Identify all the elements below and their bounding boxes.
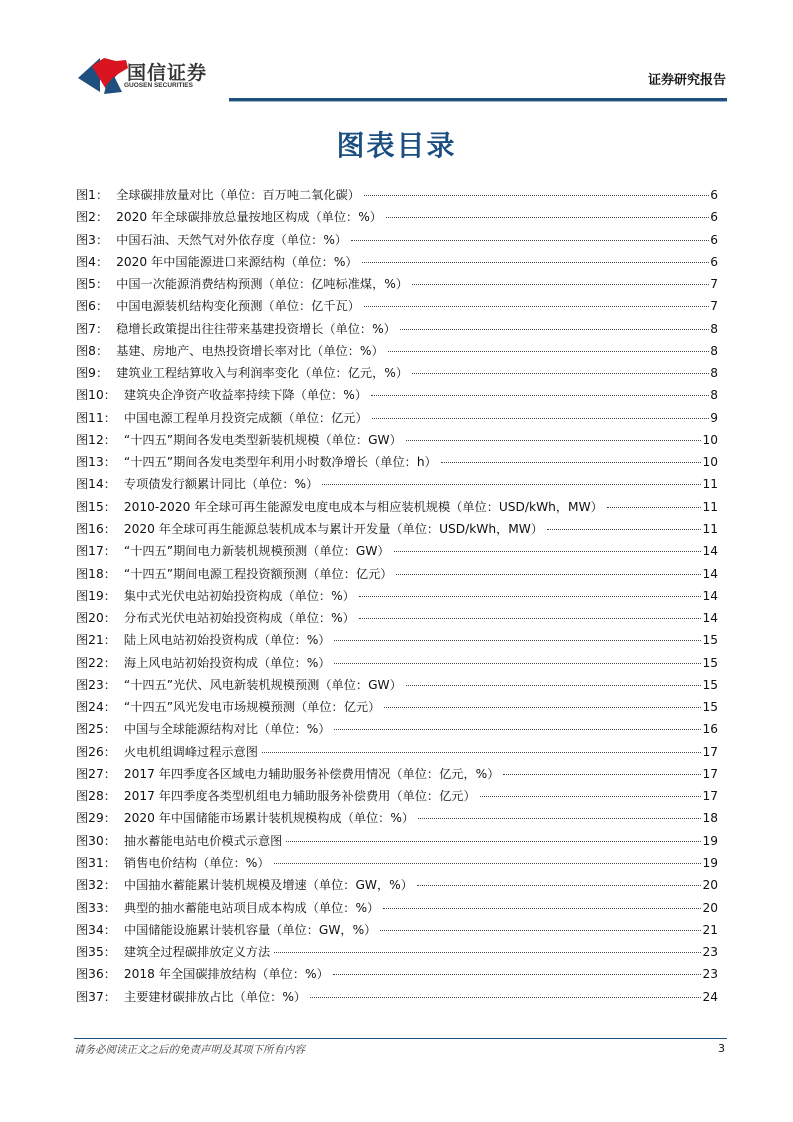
dot-leader	[417, 885, 702, 886]
figure-page-number: 7	[710, 277, 718, 292]
figure-title: 典型的抽水蓄能电站项目成本构成（单位：%）	[123, 900, 380, 915]
figure-title: “十四五”期间电力新装机规模预测（单位：GW）	[123, 544, 390, 559]
toc-entry[interactable]	[76, 787, 718, 809]
figure-title: 海上风电站初始投资构成（单位：%）	[123, 655, 331, 670]
figure-title: 全球碳排放量对比（单位：百万吨二氧化碳）	[116, 188, 360, 202]
figure-page-number: 10	[702, 432, 718, 447]
dot-leader	[333, 974, 702, 975]
toc-entry[interactable]	[76, 876, 718, 898]
toc-entry[interactable]	[76, 988, 718, 1010]
figure-number: 图22：	[76, 655, 116, 670]
figure-title: 2017 年四季度各区域电力辅助服务补偿费用情况（单位：亿元，%）	[123, 766, 500, 781]
figure-number: 图13：	[76, 455, 116, 470]
toc-entry[interactable]	[76, 809, 718, 831]
figure-title: 抽水蓄能电站电价模式示意图	[123, 833, 283, 848]
toc-entry[interactable]	[76, 297, 718, 319]
dot-leader	[351, 240, 709, 241]
toc-entry[interactable]	[76, 186, 718, 208]
figure-page-number: 10	[702, 455, 718, 470]
figure-number: 图20：	[76, 611, 116, 626]
figure-table-of-contents	[76, 186, 718, 1010]
figure-number: 图24：	[76, 700, 116, 715]
page-number: 3	[718, 1042, 725, 1055]
dot-leader	[503, 774, 701, 775]
figure-title: 2010-2020 年全球可再生能源发电度电成本与相应装机规模（单位：USD/kWh，MW）	[123, 499, 603, 514]
toc-entry[interactable]	[76, 208, 718, 230]
dot-leader	[412, 284, 709, 285]
figure-title: 稳增长政策提出往往带来基建投资增长（单位：%）	[116, 321, 396, 336]
dot-leader	[322, 484, 701, 485]
toc-entry[interactable]	[76, 943, 718, 965]
dot-leader	[400, 329, 709, 330]
figure-number: 图12：	[76, 432, 116, 447]
figure-number: 图30：	[76, 833, 116, 848]
figure-title: “十四五”光伏、风电新装机规模预测（单位：GW）	[123, 677, 402, 692]
dot-leader	[386, 217, 709, 218]
figure-number: 图1：	[76, 188, 109, 202]
figure-number: 图17：	[76, 544, 116, 559]
figure-page-number: 14	[702, 566, 718, 581]
toc-entry[interactable]	[76, 409, 718, 431]
figure-page-number: 8	[710, 388, 718, 403]
toc-entry[interactable]	[76, 676, 718, 698]
dot-leader	[334, 729, 701, 730]
dot-leader	[607, 507, 702, 508]
toc-entry[interactable]	[76, 498, 718, 520]
figure-page-number: 14	[702, 544, 718, 559]
toc-entry[interactable]	[76, 364, 718, 386]
figure-title: 分布式光伏电站初始投资构成（单位：%）	[123, 611, 355, 626]
figure-title: 2018 年全国碳排放结构（单位：%）	[123, 967, 329, 982]
figure-page-number: 17	[702, 789, 718, 804]
figure-page-number: 17	[702, 766, 718, 781]
figure-page-number: 17	[702, 744, 718, 759]
dot-leader	[364, 306, 709, 307]
footer-divider	[74, 1038, 727, 1039]
figure-title: 2020 年中国储能市场累计装机规模构成（单位：%）	[123, 811, 415, 826]
figure-number: 图5：	[76, 277, 109, 292]
dot-leader	[262, 752, 702, 753]
figure-number: 图2：	[76, 210, 109, 225]
dot-leader	[274, 952, 701, 953]
dot-leader	[480, 796, 702, 797]
figure-page-number: 8	[710, 321, 718, 336]
figure-number: 图19：	[76, 588, 116, 603]
report-type-label: 证券研究报告	[647, 73, 726, 88]
toc-entry[interactable]	[76, 253, 718, 275]
figure-title: 中国抽水蓄能累计装机规模及增速（单位：GW，%）	[123, 878, 413, 893]
page-title: 图表目录	[336, 129, 457, 162]
toc-entry[interactable]	[76, 965, 718, 987]
figure-title: 2020 年全球碳排放总量按地区构成（单位：%）	[116, 210, 382, 225]
dot-leader	[383, 908, 701, 909]
figure-page-number: 15	[702, 633, 718, 648]
toc-entry[interactable]	[76, 854, 718, 876]
figure-page-number: 23	[702, 945, 718, 960]
footer-disclaimer: 请务必阅读正文之后的免责声明及其项下所有内容	[74, 1044, 305, 1056]
figure-title: “十四五”风光发电市场规模预测（单位：亿元）	[123, 700, 381, 715]
figure-title: “十四五”期间各发电类型新装机规模（单位：GW）	[123, 432, 402, 447]
figure-title: 销售电价结构（单位：%）	[123, 855, 270, 870]
dot-leader	[372, 418, 710, 419]
figure-number: 图36：	[76, 967, 116, 982]
figure-page-number: 15	[702, 700, 718, 715]
figure-title: 中国一次能源消费结构预测（单位：亿吨标准煤，%）	[116, 277, 409, 292]
figure-title: 专项债发行额累计同比（单位：%）	[123, 477, 319, 492]
figure-title: 中国石油、天然气对外依存度（单位：%）	[116, 232, 348, 247]
figure-page-number: 6	[710, 232, 718, 247]
figure-number: 图16：	[76, 521, 116, 536]
dot-leader	[396, 574, 701, 575]
dot-leader	[362, 262, 710, 263]
figure-page-number: 19	[702, 855, 718, 870]
figure-page-number: 19	[702, 833, 718, 848]
toc-entry[interactable]	[76, 475, 718, 497]
toc-entry[interactable]	[76, 565, 718, 587]
dot-leader	[418, 818, 701, 819]
figure-number: 图37：	[76, 989, 116, 1004]
figure-number: 图35：	[76, 945, 116, 960]
figure-number: 图11：	[76, 410, 116, 425]
figure-number: 图10：	[76, 388, 116, 403]
dot-leader	[334, 663, 701, 664]
dot-leader	[412, 373, 709, 374]
figure-page-number: 14	[702, 611, 718, 626]
figure-page-number: 24	[702, 989, 718, 1004]
figure-page-number: 21	[702, 922, 718, 937]
figure-number: 图6：	[76, 299, 109, 314]
figure-number: 图3：	[76, 232, 109, 247]
figure-title: 陆上风电站初始投资构成（单位：%）	[123, 633, 331, 648]
figure-title: 集中式光伏电站初始投资构成（单位：%）	[123, 588, 355, 603]
toc-entry[interactable]	[76, 899, 718, 921]
figure-page-number: 6	[710, 210, 718, 225]
figure-page-number: 20	[702, 878, 718, 893]
figure-page-number: 6	[710, 188, 718, 202]
figure-title: 建筑央企净资产收益率持续下降（单位：%）	[123, 388, 368, 403]
figure-page-number: 11	[702, 499, 718, 514]
figure-page-number: 20	[702, 900, 718, 915]
figure-title: 中国电源装机结构变化预测（单位：亿千瓦）	[116, 299, 360, 314]
toc-entry[interactable]	[76, 698, 718, 720]
figure-number: 图21：	[76, 633, 116, 648]
figure-number: 图32：	[76, 878, 116, 893]
figure-page-number: 11	[702, 521, 718, 536]
figure-number: 图14：	[76, 477, 116, 492]
figure-page-number: 18	[702, 811, 718, 826]
figure-number: 图23：	[76, 677, 116, 692]
figure-title: 中国储能设施累计装机容量（单位：GW，%）	[123, 922, 377, 937]
logo-english-name: GUOSEN SECURITIES	[124, 82, 193, 89]
toc-entry[interactable]	[76, 921, 718, 943]
toc-entry[interactable]	[76, 431, 718, 453]
dot-leader	[388, 351, 710, 352]
figure-number: 图4：	[76, 254, 109, 269]
figure-number: 图28：	[76, 789, 116, 804]
toc-entry[interactable]	[76, 765, 718, 787]
figure-number: 图9：	[76, 366, 109, 381]
toc-entry[interactable]	[76, 743, 718, 765]
dot-leader	[371, 395, 709, 396]
figure-title: 中国与全球能源结构对比（单位：%）	[123, 722, 331, 737]
figure-page-number: 7	[710, 299, 718, 314]
figure-title: 主要建材碳排放占比（单位：%）	[123, 989, 307, 1004]
toc-entry[interactable]	[76, 342, 718, 364]
toc-entry[interactable]	[76, 275, 718, 297]
figure-page-number: 6	[710, 254, 718, 269]
figure-number: 图33：	[76, 900, 116, 915]
figure-page-number: 8	[710, 366, 718, 381]
figure-page-number: 23	[702, 967, 718, 982]
dot-leader	[359, 596, 702, 597]
toc-entry[interactable]	[76, 609, 718, 631]
toc-entry[interactable]	[76, 231, 718, 253]
figure-page-number: 11	[702, 477, 718, 492]
figure-title: 2017 年四季度各类型机组电力辅助服务补偿费用（单位：亿元）	[123, 789, 476, 804]
figure-page-number: 8	[710, 343, 718, 358]
figure-number: 图27：	[76, 766, 116, 781]
dot-leader	[310, 997, 701, 998]
figure-title: “十四五”期间电源工程投资额预测（单位：亿元）	[123, 566, 393, 581]
dot-leader	[394, 551, 702, 552]
toc-entry[interactable]	[76, 720, 718, 742]
figure-number: 图15：	[76, 499, 116, 514]
figure-title: 2020 年中国能源进口来源结构（单位：%）	[116, 254, 358, 269]
dot-leader	[286, 841, 701, 842]
dot-leader	[547, 529, 701, 530]
toc-entry[interactable]	[76, 320, 718, 342]
figure-number: 图18：	[76, 566, 116, 581]
dot-leader	[364, 195, 709, 196]
dot-leader	[380, 930, 701, 931]
toc-entry[interactable]	[76, 542, 718, 564]
figure-page-number: 9	[710, 410, 718, 425]
logo-chinese-name: 国信证券	[127, 62, 208, 84]
header-divider	[229, 98, 727, 102]
toc-entry[interactable]	[76, 832, 718, 854]
dot-leader	[384, 707, 701, 708]
figure-number: 图7：	[76, 321, 109, 336]
figure-title: 建筑业工程结算收入与利润率变化（单位：亿元，%）	[116, 366, 409, 381]
figure-title: 2020 年全球可再生能源总装机成本与累计开发量（单位：USD/kWh，MW）	[123, 521, 544, 536]
toc-entry[interactable]	[76, 386, 718, 408]
figure-number: 图29：	[76, 811, 116, 826]
figure-title: 中国电源工程单月投资完成额（单位：亿元）	[123, 410, 368, 425]
figure-title: 火电机组调峰过程示意图	[123, 744, 258, 759]
figure-number: 图31：	[76, 855, 116, 870]
figure-number: 图26：	[76, 744, 116, 759]
dot-leader	[406, 685, 702, 686]
figure-number: 图8：	[76, 343, 109, 358]
toc-entry[interactable]	[76, 520, 718, 542]
figure-title: 建筑全过程碳排放定义方法	[123, 945, 271, 960]
figure-number: 图34：	[76, 922, 116, 937]
figure-page-number: 14	[702, 588, 718, 603]
figure-title: 基建、房地产、电热投资增长率对比（单位：%）	[116, 343, 384, 358]
dot-leader	[441, 462, 702, 463]
dot-leader	[359, 618, 702, 619]
figure-page-number: 16	[702, 722, 718, 737]
figure-number: 图25：	[76, 722, 116, 737]
toc-entry[interactable]	[76, 453, 718, 475]
toc-entry[interactable]	[76, 631, 718, 653]
figure-page-number: 15	[702, 677, 718, 692]
toc-entry[interactable]	[76, 654, 718, 676]
dot-leader	[274, 863, 702, 864]
toc-entry[interactable]	[76, 587, 718, 609]
figure-title: “十四五”期间各发电类型年利用小时数净增长（单位：h）	[123, 455, 437, 470]
figure-page-number: 15	[702, 655, 718, 670]
dot-leader	[406, 440, 702, 441]
dot-leader	[334, 640, 701, 641]
